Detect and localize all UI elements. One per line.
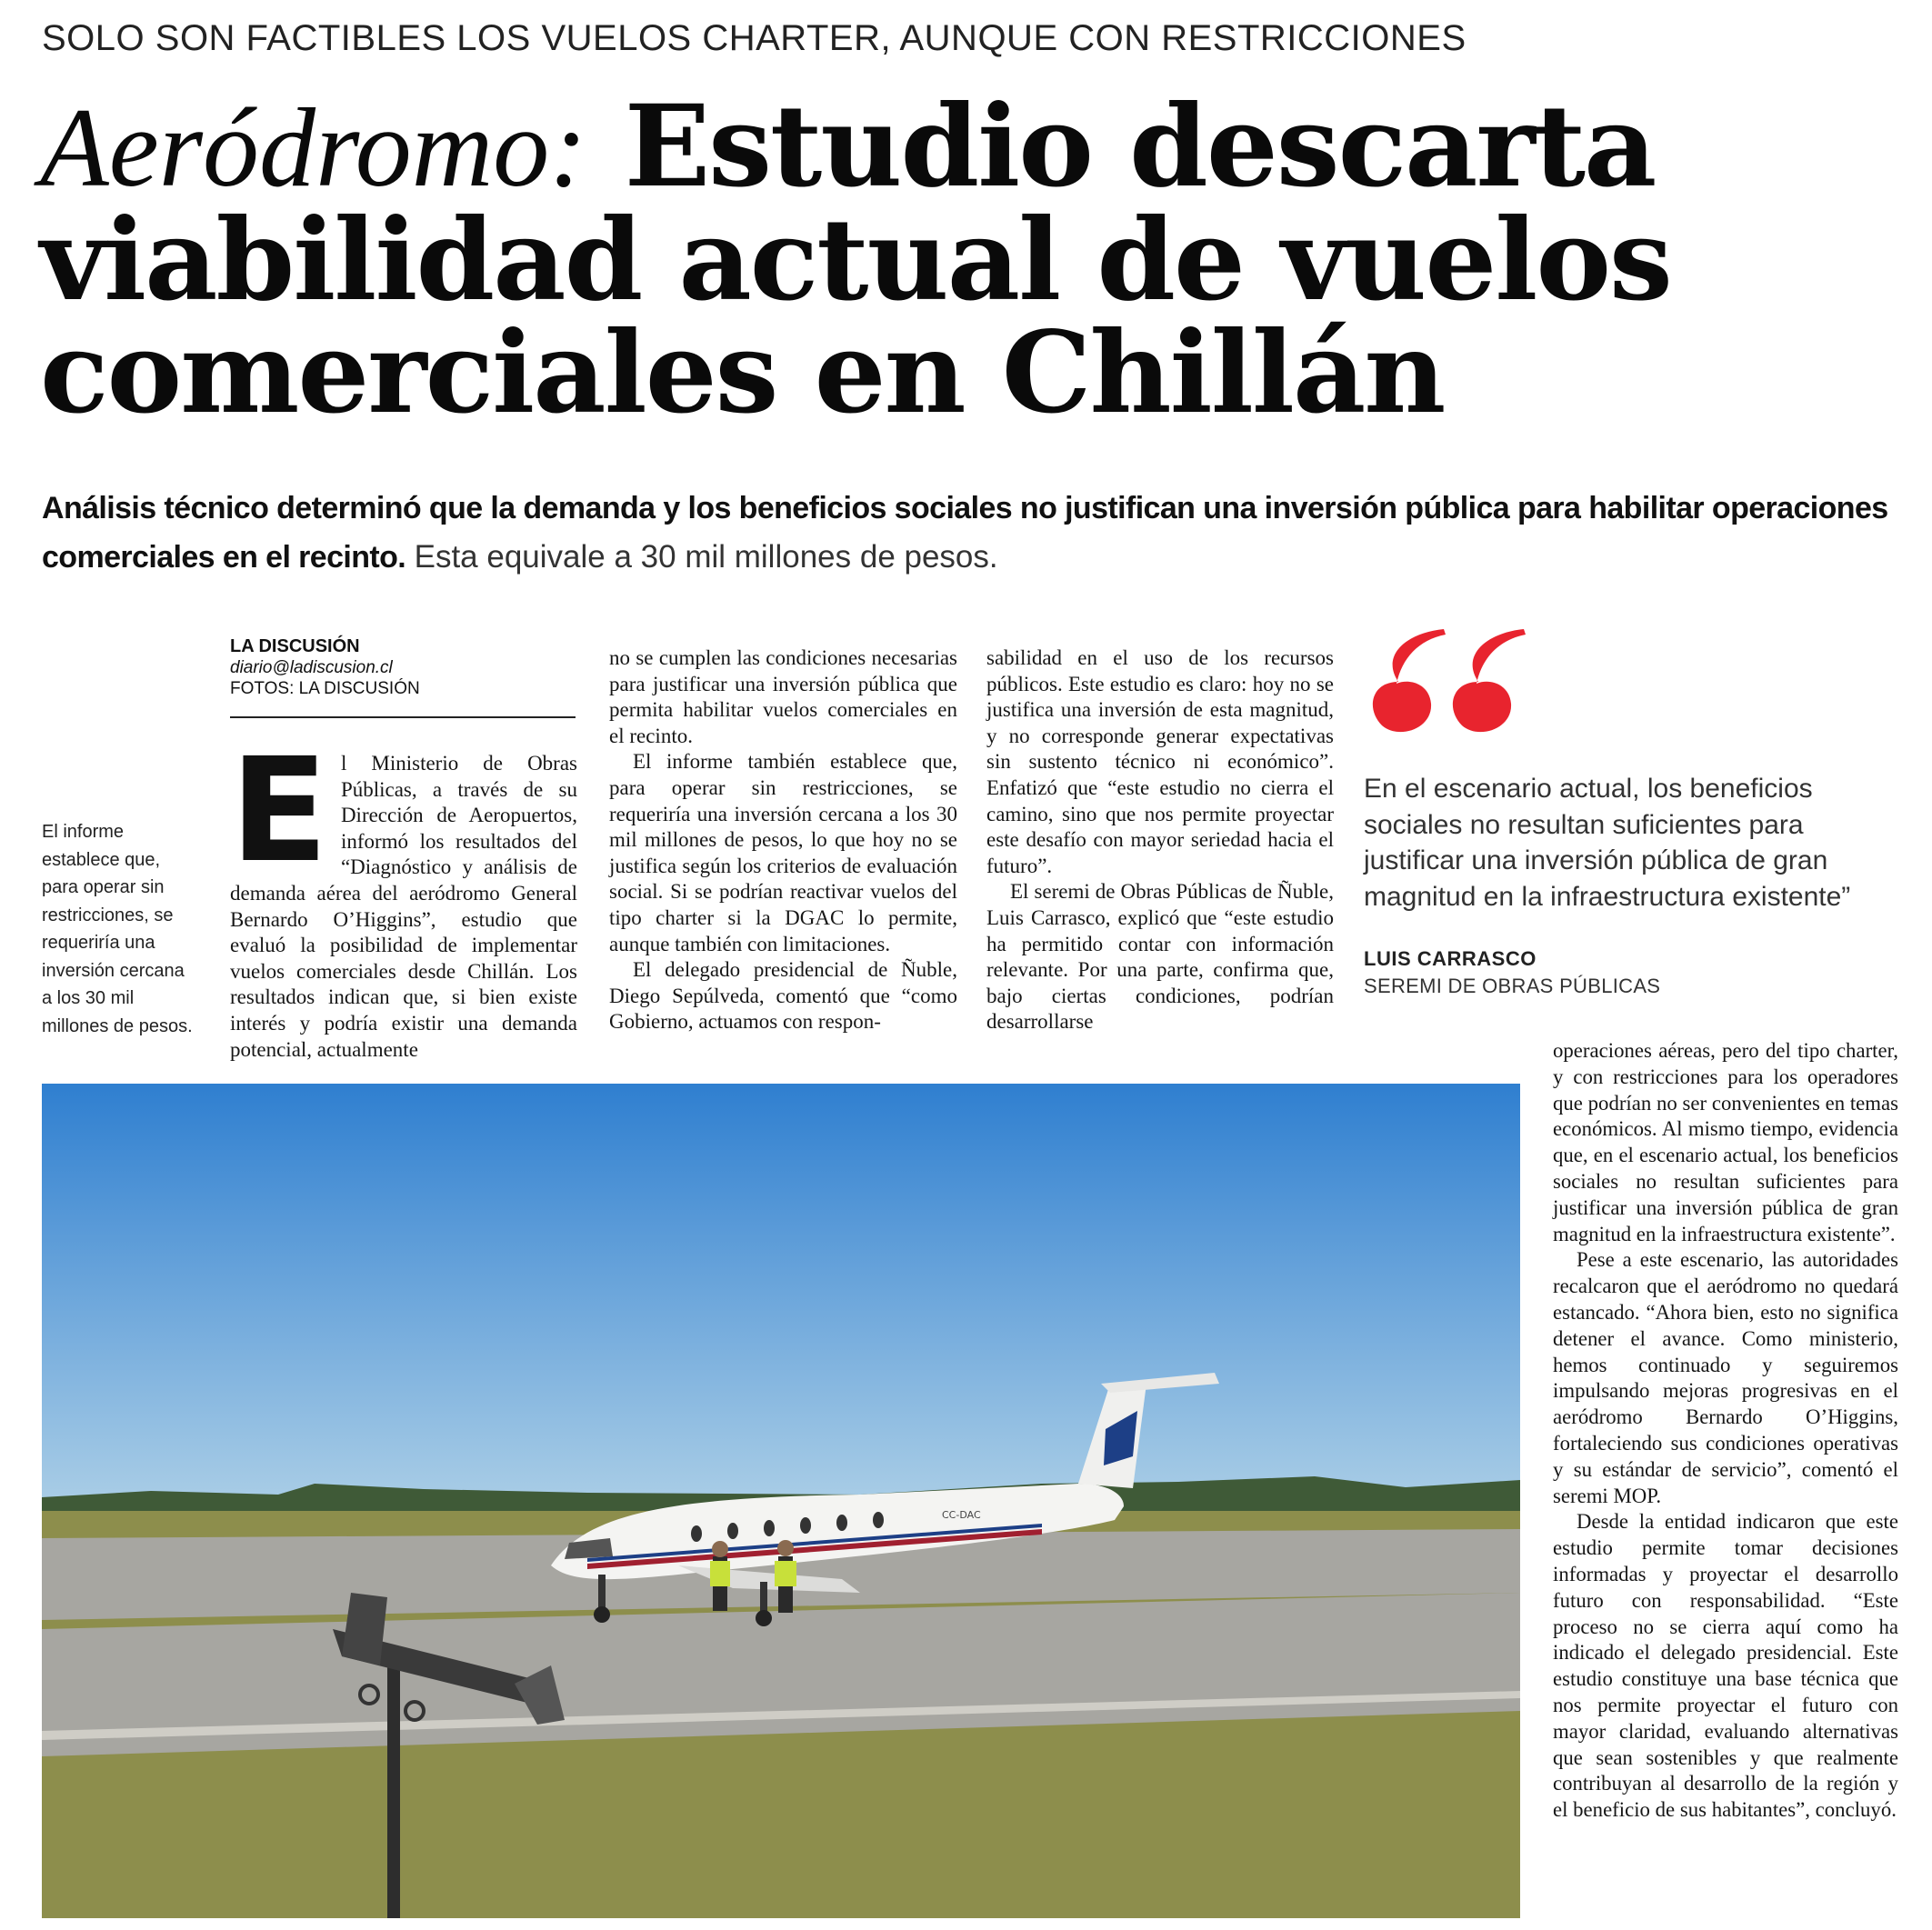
body-paragraph: l Ministerio de Obras Públicas, a través de su Dirección de Aeropuertos, informó los resultados del “Diagnóstico y análisis de demanda aérea del aeródromo General Bernardo O’Higgins”, estudio que evaluó la posibilidad de implementar vuelos comerciales desde Chillán. Los resultados indican que, si bien existe interés y podría existir una demanda potencial, actualmente <box>230 752 577 1061</box>
byline-photos: FOTOS: LA DISCUSIÓN <box>230 679 420 698</box>
byline-email[interactable]: diario@ladiscusion.cl <box>230 658 393 677</box>
lead-bold: Análisis técnico determinó que la demanda y los beneficios sociales no justifican una inversión pública para habilitar operaciones comerciales en el recinto. <box>42 491 1888 575</box>
pull-quote-author: LUIS CARRASCO <box>1364 947 1537 970</box>
headline-keyword: Aeródromo: <box>40 85 587 210</box>
body-column-1 <box>230 727 577 1063</box>
aircraft-registration: CC-DAC <box>942 1509 981 1521</box>
drop-cap: E <box>230 727 328 895</box>
headline-line3: comerciales en Chillán <box>40 307 1445 439</box>
body-column-2 <box>609 645 957 1035</box>
article-lead <box>42 484 1897 582</box>
article-kicker: SOLO SON FACTIBLES LOS VUELOS CHARTER, AUNQUE CON RESTRICCIONES <box>42 18 1467 58</box>
byline-org: LA DISCUSIÓN <box>230 636 360 656</box>
lead-regular: Esta equivale a 30 mil millones de pesos. <box>414 539 998 575</box>
body-column-4 <box>1553 1038 1898 1824</box>
byline-rule <box>230 716 576 718</box>
body-paragraph: El delegado presidencial de Ñuble, Diego Sepúlveda, comentó que “como Gobierno, actuamos con respon- <box>609 958 957 1034</box>
article-photo-aircraft <box>42 1084 1520 1918</box>
sidebar-note: El informe establece que, para operar sin restricciones, se requeriría una inversión cercana a los 30 mil millones de pesos. <box>42 822 193 1036</box>
body-paragraph: operaciones aéreas, pero del tipo charter, y con restricciones para los operadores que podrían no ser convenientes en temas económicos. Al mismo tiempo, evidencia que, en el escenario actual, los beneficios sociales no resultan suficientes para justificar una inversión pública de gran magnitud en la infraestructura existente”. <box>1553 1039 1898 1245</box>
headline-line2: viabilidad actual de vuelos <box>40 195 1671 326</box>
body-paragraph: Pese a este escenario, las autoridades recalcaron que el aeródromo no quedará estancado. “Ahora bien, esto no significa detener el avance. Como ministerio, hemos continuado y seguiremos impulsando mejoras progresivas en el aeródromo Bernardo O’Higgins, fortaleciendo sus condiciones operativas y su estándar de servicio”, comentó el seremi MOP. <box>1553 1248 1898 1507</box>
sky <box>42 1084 1520 1502</box>
quote-mark-icon <box>1362 627 1544 736</box>
body-column-3 <box>986 645 1334 1035</box>
article-headline <box>40 81 1913 439</box>
body-paragraph: El seremi de Obras Públicas de Ñuble, Luis Carrasco, explicó que “este estudio ha permitido contar con información relevante. Por una parte, confirma que, bajo ciertas condiciones, podrían desarrollarse <box>986 880 1334 1034</box>
byline <box>230 636 576 699</box>
headline-line1: Estudio descarta <box>624 81 1656 213</box>
body-paragraph: no se cumplen las condiciones necesarias para justificar una inversión pública que permita habilitar vuelos comerciales en el recinto. <box>609 646 957 747</box>
body-paragraph: Desde la entidad indicaron que este estudio permite tomar decisiones informadas y proyectar el desarrollo futuro con responsabilidad. “Este proceso no se cierra aquí como ha indicado el delegado presidencial. Este estudio constituye una base técnica que nos permite proyectar el futuro con mayor claridad, evaluando alternativas que sean sostenibles y que realmente contribuyan al desarrollo de la región y el beneficio de sus habitantes”, concluyó. <box>1553 1510 1898 1822</box>
body-paragraph: sabilidad en el uso de los recursos públicos. Este estudio es claro: hoy no se justifica una inversión de esta magnitud, y no corresponde generar expectativas sin sustento técnico ni económico”. Enfatizó que “este estudio no cierra el camino, sino que nos permite proyectar este desafío con mayor seriedad hacia el futuro”. <box>986 646 1334 877</box>
pull-quote-role: SEREMI DE OBRAS PÚBLICAS <box>1364 975 1661 997</box>
body-paragraph: El informe también establece que, para operar sin restricciones, se requeriría una inversión cercana a los 30 mil millones de pesos, lo que hoy no se justifica según los criterios de evaluación social. Si se podrían reactivar vuelos del tipo charter si la DGAC lo permite, aunque también con limitaciones. <box>609 750 957 955</box>
pull-quote-text: En el escenario actual, los beneficios sociales no resultan suficientes para justificar una inversión pública de gran magnitud en la infraestructura existente” <box>1364 774 1851 912</box>
